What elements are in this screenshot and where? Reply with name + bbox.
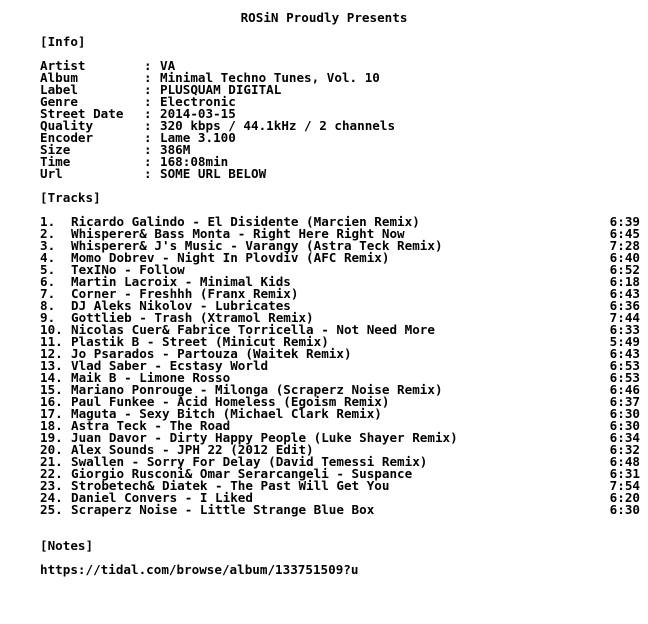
track-title: Mariano Ponrouge - Milonga (Scraperz Noise Remix) [71,382,443,397]
document-title: ROSiN Proudly Presents [240,10,408,25]
track-duration: 6:30 [609,502,640,517]
track-duration: 6:30 [609,406,640,421]
track-number: 4. [40,250,56,265]
track-title: Juan Davor - Dirty Happy People (Luke Shayer Remix) [71,430,458,445]
track-number: 20. [40,442,63,457]
track-number: 11. [40,334,63,349]
track-number: 9. [40,310,56,325]
track-title: Daniel Convers - I Liked [71,490,253,505]
track-number: 15. [40,382,63,397]
info-value: Minimal Techno Tunes, Vol. 10 [160,70,380,85]
info-separator: : [144,94,152,109]
tracklist [40,216,640,516]
info-separator: : [144,166,152,181]
track-number: 22. [40,466,63,481]
track-number: 17. [40,406,63,421]
info-key: Genre [40,94,78,109]
track-title: Ricardo Galindo - El Disidente (Marcien Remix) [71,214,420,229]
track-duration: 6:43 [609,346,640,361]
notes-url-link[interactable]: https://tidal.com/browse/album/133751509?u [40,562,359,577]
info-key: Artist [40,58,86,73]
track-duration: 6:34 [609,430,640,445]
info-separator: : [144,142,152,157]
track-duration: 7:54 [609,478,640,493]
info-key: Encoder [40,130,94,145]
info-separator: : [144,118,152,133]
track-title: Alex Sounds - JPH 22 (2012 Edit) [71,442,314,457]
track-title: Corner - Freshhh (Franx Remix) [71,286,299,301]
info-value: 320 kbps / 44.1kHz / 2 channels [160,118,396,133]
track-duration: 6:53 [609,370,640,385]
track-number: 3. [40,238,56,253]
info-separator: : [144,82,152,97]
track-number: 1. [40,214,56,229]
info-value: 168:08min [160,154,229,169]
track-title: DJ Aleks Nikolov - Lubricates [71,298,291,313]
track-duration: 6:46 [609,382,640,397]
info-key: Label [40,82,78,97]
track-duration: 7:44 [609,310,640,325]
info-separator: : [144,70,152,85]
info-key: Time [40,154,71,169]
track-row [40,504,640,516]
info-value: VA [160,58,176,73]
track-title: Maguta - Sexy Bitch (Michael Clark Remix) [71,406,382,421]
info-value: 2014-03-15 [160,106,236,121]
track-duration: 6:53 [609,358,640,373]
track-title: Martin Lacroix - Minimal Kids [71,274,291,289]
info-value: Electronic [160,94,236,109]
track-number: 5. [40,262,56,277]
track-title: Plastik B - Street (Minicut Remix) [71,334,329,349]
track-duration: 6:52 [609,262,640,277]
track-duration: 6:36 [609,298,640,313]
track-number: 8. [40,298,56,313]
track-duration: 6:45 [609,226,640,241]
track-number: 6. [40,274,56,289]
tracks-heading: [Tracks] [40,190,101,205]
track-number: 21. [40,454,63,469]
track-duration: 6:18 [609,274,640,289]
track-title: Vlad Saber - Ecstasy World [71,358,269,373]
track-number: 12. [40,346,63,361]
info-key: Quality [40,118,94,133]
track-number: 2. [40,226,56,241]
track-title: Astra Teck - The Road [71,418,231,433]
track-title: Scraperz Noise - Little Strange Blue Box [71,502,375,517]
track-number: 7. [40,286,56,301]
track-duration: 6:30 [609,418,640,433]
track-number: 13. [40,358,63,373]
track-duration: 6:31 [609,466,640,481]
track-duration: 6:32 [609,442,640,457]
info-value: Lame 3.100 [160,130,236,145]
info-heading: [Info] [40,34,86,49]
notes-heading: [Notes] [40,538,94,553]
track-number: 14. [40,370,63,385]
info-separator: : [144,154,152,169]
track-duration: 6:20 [609,490,640,505]
info-value: 386M [160,142,191,157]
info-separator: : [144,106,152,121]
track-title: Momo Dobrev - Night In Plovdiv (AFC Remix) [71,250,390,265]
info-separator: : [144,58,152,73]
track-title: Strobetech& Diatek - The Past Will Get You [71,478,390,493]
info-separator: : [144,130,152,145]
track-title: TexINo - Follow [71,262,185,277]
track-number: 18. [40,418,63,433]
track-title: Nicolas Cuer& Fabrice Torricella - Not Need More [71,322,435,337]
info-value: SOME URL BELOW [160,166,267,181]
info-value: PLUSQUAM DIGITAL [160,82,282,97]
track-number: 19. [40,430,63,445]
track-number: 24. [40,490,63,505]
track-number: 23. [40,478,63,493]
track-title: Paul Funkee - Acid Homeless (Egoism Remix) [71,394,390,409]
track-title: Whisperer& J's Music - Varangy (Astra Teck Remix) [71,238,443,253]
track-duration: 6:33 [609,322,640,337]
track-title: Giorgio Rusconi& Omar Serarcangeli - Suspance [71,466,413,481]
track-title: Jo Psarados - Partouza (Waitek Remix) [71,346,352,361]
info-key: Street Date [40,106,124,121]
track-duration: 6:40 [609,250,640,265]
track-duration: 6:43 [609,286,640,301]
track-duration: 5:49 [609,334,640,349]
track-title: Maik B - Limone Rosso [71,370,231,385]
track-number: 16. [40,394,63,409]
track-duration: 6:48 [609,454,640,469]
track-title: Gottlieb - Trash (Xtramol Remix) [71,310,314,325]
track-duration: 6:37 [609,394,640,409]
info-key: Size [40,142,71,157]
info-key: Url [40,166,63,181]
track-title: Swallen - Sorry For Delay (David Temessi Remix) [71,454,428,469]
info-key: Album [40,70,78,85]
track-duration: 7:28 [609,238,640,253]
track-number: 10. [40,322,63,337]
track-title: Whisperer& Bass Monta - Right Here Right Now [71,226,405,241]
track-duration: 6:39 [609,214,640,229]
track-number: 25. [40,502,63,517]
